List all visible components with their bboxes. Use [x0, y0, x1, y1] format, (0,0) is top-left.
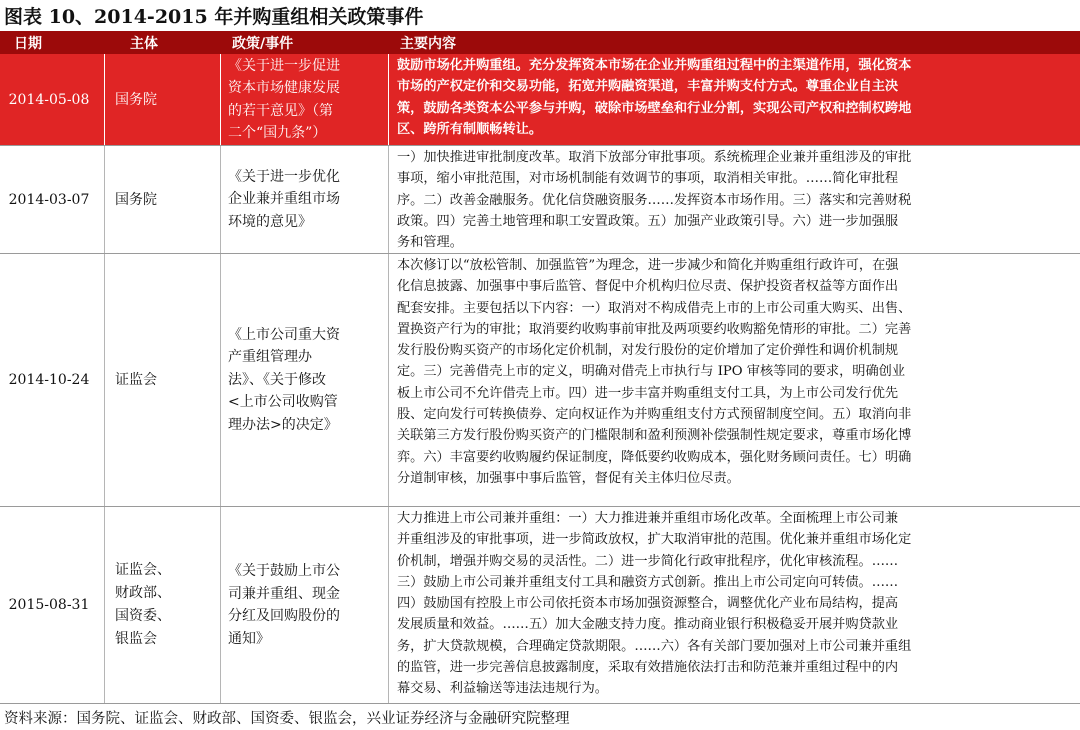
row-policy: 《关于鼓励上市公 司兼并重组、现金 分红及回购股份的 通知》 — [228, 563, 340, 647]
row-date: 2014-10-24 — [8, 372, 90, 388]
table-row — [0, 146, 1080, 254]
header-content: 主要内容 — [400, 36, 456, 52]
row-date: 2014-05-08 — [8, 91, 90, 108]
table-header — [0, 31, 1080, 54]
row-content: 鼓励市场化并购重组。充分发挥资本市场在企业并购重组过程中的主渠道作用，强化资本 市场的产权定价和交易功能，拓宽并购融资渠道，丰富并购支付方式。尊重企业自主决 策，鼓励各类资本公平参与并购，破除市场壁垒和行业分割，实现公司产权和控制权跨地 区、跨所有制顺畅转让。 — [397, 58, 912, 137]
row-body: 证监会、 财政部、 国资委、 银监会 — [115, 562, 171, 647]
table-row — [0, 254, 1080, 507]
row-body: 证监会 — [115, 372, 157, 388]
row-content: 本次修订以“放松管制、加强监管”为理念，进一步减少和简化并购重组行政许可，在强 化信息披露、加强事中事后监管、督促中介机构归位尽责、保护投资者权益等方面作出 配套安排。主要包括以下内容：一）取消对不构成借壳上市的上市公司重大购买、出售、 置换资产行为的审批；取消要约收购事前审批及两项要约收购豁免情形的审批。二）完善 发行股份购买资产的市场化定价机制，对发行股份的定价增加了定价弹性和调价机制规 定。三）完善借壳上市的定义，明确对借壳上市执行与 IPO 审核等同的要求，明确创业 板上市公司不允许借壳上市。四）进一步丰富并购重组支付工具，为上市公司发行优先 股、定向发行可转换债券、定向权证作为并购重组支付方式预留制度空间。五）取消向非 关联第三方发行股份购买资产的门槛限制和盈利预测补偿强制性规定要求，尊重市场化博 弈。六）丰富要约收购履约保证制度，降低要约收购成本，强化财务顾问责任。七）明确 分道制审核，加强事中事后监管，督促有关主体归位尽责。 — [397, 258, 912, 486]
row-content: 大力推进上市公司兼并重组：一）大力推进兼并重组市场化改革。全面梳理上市公司兼 并重组涉及的审批事项，进一步简政放权，扩大取消审批的范围。优化兼并重组市场化定 价机制，增强并购交易的灵活性。二）进一步简化行政审批程序，优化审核流程。…… 三）鼓励上市公司兼并重组支付工具和融资方式创新。推出上市公司定向可转债。…… 四）鼓励国有控股上市公司依托资本市场加强资源整合，调整优化产业布局结构，提高 发展质量和效益。……五）加大金融支持力度。推动商业银行积极稳妥开展并购贷款业 务，扩大贷款规模，合理确定贷款期限。……六）各有关部门要加强对上市公司兼并重组 的监管，进一步完善信息披露制度，采取有效措施依法打击和防范兼并重组过程中的内 幕交易、利益输送等违法违规行为。 — [397, 511, 912, 697]
source-note: 资料来源：国务院、证监会、财政部、国资委、银监会，兴业证券经济与金融研究院整理 — [4, 711, 570, 727]
row-body: 国务院 — [115, 91, 157, 108]
table-row — [0, 507, 1080, 704]
header-body: 主体 — [130, 36, 158, 52]
page-title: 图表 10、2014-2015 年并购重组相关政策事件 — [4, 6, 424, 28]
header-policy: 政策/事件 — [232, 36, 294, 52]
row-policy: 《关于进一步促进 资本市场健康发展 的若干意见》（第 二个“国九条”） — [228, 57, 340, 141]
row-policy: 《上市公司重大资 产重组管理办 法》、《关于修改 <上市公司收购管 理办法>的决定》 — [228, 326, 340, 433]
row-date: 2015-08-31 — [8, 597, 90, 613]
header-date: 日期 — [14, 36, 42, 52]
row-date: 2014-03-07 — [8, 191, 90, 208]
row-body: 国务院 — [115, 191, 157, 208]
table-row — [0, 54, 1080, 146]
row-content: 一）加快推进审批制度改革。取消下放部分审批事项。系统梳理企业兼并重组涉及的审批 事项，缩小审批范围，对市场机制能有效调节的事项，取消相关审批。……简化审批程 序。二）改善金融服务。优化信贷融资服务……发挥资本市场作用。三）落实和完善财税 政策。四）完善土地管理和职工安置政策。五）加强产业政策引导。六）进一步加强服 务和管理。 — [397, 150, 912, 251]
row-policy: 《关于进一步优化 企业兼并重组市场 环境的意见》 — [228, 168, 340, 230]
